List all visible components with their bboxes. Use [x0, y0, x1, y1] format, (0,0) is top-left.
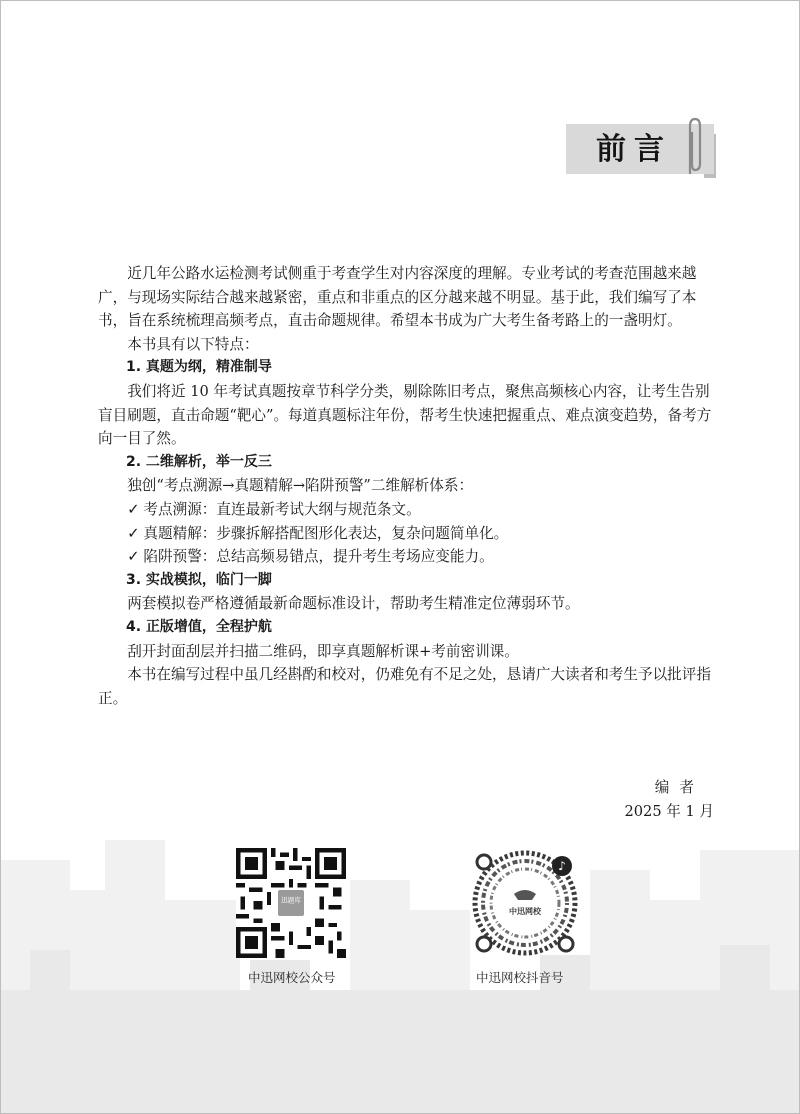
- check-icon: ✓: [127, 524, 140, 542]
- wechat-qr-code[interactable]: [236, 848, 346, 958]
- date-line: 2025 年 1 月: [624, 803, 714, 820]
- paperclip-icon: [682, 116, 704, 178]
- check-item-1: [98, 498, 718, 522]
- check-icon: ✓: [127, 548, 140, 566]
- check-item-3: [98, 545, 718, 569]
- closing-paragraph: 本书在编写过程中虽几经斟酌和校对，仍难免有不足之处，恳请广大读者和考生予以批评指正。: [98, 666, 711, 707]
- check-item-text: 考点溯源：直连最新考试大纲与规范条文。: [143, 500, 421, 518]
- preface-body: [98, 262, 718, 710]
- feature-heading-1: 1. 真题为纲，精准制导: [126, 359, 272, 376]
- signature-block: [624, 776, 714, 824]
- feature-paragraph-1: 我们将近 10 年考试真题按章节科学分类，剔除陈旧考点，聚焦高频核心内容，让考生告别盲目刷题，直击命题“靶心”。每道真题标注年份，帮考生快速把握重点、难点演变趋势，备考方向一目了然。: [98, 382, 712, 448]
- douyin-qr-code[interactable]: [470, 848, 580, 958]
- qr-logo-label: 迅题库: [281, 896, 301, 905]
- feature-paragraph-2: 独创“考点溯源→真题精解→陷阱预警”二维解析体系：: [127, 477, 474, 495]
- feature-paragraph-4: 刮开封面刮层并扫描二维码，即享真题解析课+考前密训课。: [127, 642, 519, 660]
- check-item-text: 陷阱预警：总结高频易错点，提升考生考场应变能力。: [143, 548, 494, 566]
- feature-paragraph-3: 两套模拟卷严格遵循最新命题标准设计，帮助考生精准定位薄弱环节。: [127, 595, 580, 613]
- check-icon: ✓: [127, 500, 140, 518]
- feature-heading-4: 4. 正版增值，全程护航: [126, 618, 272, 635]
- tiktok-icon: ♪: [558, 859, 566, 873]
- check-item-2: [98, 522, 718, 546]
- feature-heading-3: 3. 实战模拟，临门一脚: [126, 571, 272, 588]
- page-title: 前言: [596, 132, 672, 167]
- qr-caption-douyin: 中迅网校抖音号: [476, 970, 564, 985]
- qr-caption-wechat: 中迅网校公众号: [248, 970, 336, 985]
- check-item-text: 真题精解：步骤拆解搭配图形化表达，复杂问题简单化。: [143, 524, 509, 542]
- intro-paragraph: 近几年公路水运检测考试侧重于考查学生对内容深度的理解。专业考试的考查范围越来越广，与现场实际结合越来越紧密，重点和非重点的区分越来越不明显。基于此，我们编写了本书，旨在系统梳理高频考点，直击命题规律。希望本书成为广大考生备考路上的一盏明灯。: [98, 265, 697, 330]
- features-intro: 本书具有以下特点：: [127, 335, 259, 353]
- qr-logo-label: 中迅网校: [509, 907, 541, 916]
- feature-heading-2: 2. 二维解析，举一反三: [126, 453, 272, 470]
- author-line: 编者: [654, 779, 704, 796]
